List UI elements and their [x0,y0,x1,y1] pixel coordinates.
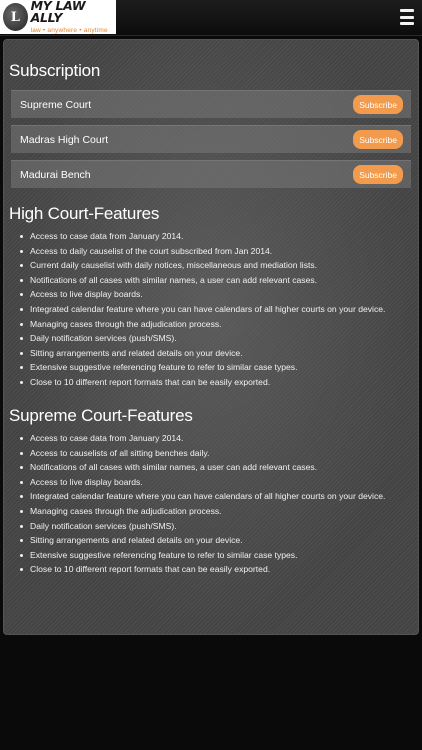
subscribe-button[interactable]: Subscribe [353,130,403,149]
feature-item: Access to live display boards. [20,475,415,490]
feature-item: Access to case data from January 2014. [20,431,415,446]
feature-item: Managing cases through the adjudication process. [20,317,415,332]
court-name: Supreme Court [20,98,92,111]
feature-item: Current daily causelist with daily notices, miscellaneous and mediation lists. [20,258,415,273]
logo-text [31,0,116,34]
high-court-features-title: High Court-Features [9,204,160,223]
subscribe-button[interactable]: Subscribe [353,165,403,184]
feature-item: Sitting arrangements and related details on your device. [20,346,415,361]
hamburger-menu-icon[interactable] [400,9,414,25]
feature-item: Access to daily causelist of the court subscribed from Jan 2014. [20,244,415,259]
feature-item: Access to case data from January 2014. [20,229,415,244]
feature-item: Managing cases through the adjudication process. [20,504,415,519]
logo-tagline: law • anywhere • anytime [30,26,108,34]
feature-item: Sitting arrangements and related details on your device. [20,533,415,548]
feature-item: Notifications of all cases with similar names, a user can add relevant cases. [20,460,415,475]
feature-item: Notifications of all cases with similar names, a user can add relevant cases. [20,273,415,288]
high-court-features-list [20,229,415,390]
court-name: Madras High Court [20,133,109,146]
subscribe-button[interactable]: Subscribe [353,95,403,114]
subscription-row-supreme-court [11,90,411,118]
subscription-row-madras-high-court [11,125,411,153]
menu-bar [400,16,414,19]
app-logo[interactable] [0,0,116,34]
supreme-court-features-list [20,431,415,577]
logo-emblem-icon: L [3,3,28,31]
feature-item: Access to live display boards. [20,287,415,302]
subscription-row-madurai-bench [11,160,411,188]
feature-item: Close to 10 different report formats that can be easily exported. [20,375,415,390]
content-panel [3,39,419,635]
feature-item: Extensive suggestive referencing feature to refer to similar case types. [20,360,415,375]
feature-item: Integrated calendar feature where you can have calendars of all higher courts on your device. [20,489,415,504]
feature-item: Daily notification services (push/SMS). [20,519,415,534]
logo-title: MY LAW ALLY [30,0,86,26]
menu-bar [400,22,414,25]
top-bar [0,0,422,36]
subscription-title: Subscription [9,61,101,80]
feature-item: Close to 10 different report formats that can be easily exported. [20,562,415,577]
court-name: Madurai Bench [20,168,91,181]
menu-bar [400,9,414,12]
feature-item: Extensive suggestive referencing feature to refer to similar case types. [20,548,415,563]
feature-item: Integrated calendar feature where you can have calendars of all higher courts on your device. [20,302,415,317]
feature-item: Daily notification services (push/SMS). [20,331,415,346]
supreme-court-features-title: Supreme Court-Features [9,406,193,425]
feature-item: Access to causelists of all sitting benches daily. [20,446,415,461]
